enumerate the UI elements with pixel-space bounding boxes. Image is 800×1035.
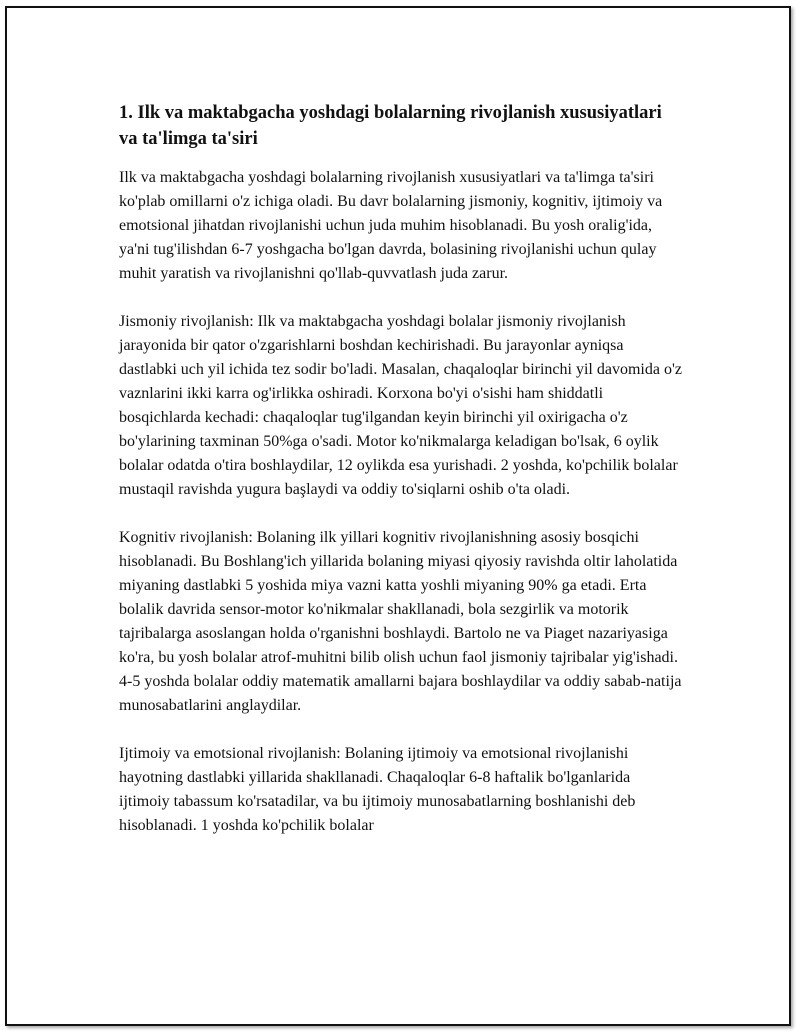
paragraph-social-emotional-development: Ijtimoiy va emotsional rivojlanish: Bolaning ijtimoiy va emotsional rivojlanishi hayotning dastlabki yillarida shakllanadi. Chaqaloqlar 6-8 haftalik bo'lganlarida ijtimoiy tabassum ko'rsatadilar, va bu ijtimoiy munosabatlarning boshlanishi deb hisoblanadi. 1 yoshda ko'pchilik bolalar — [119, 745, 636, 834]
paragraph-intro: Ilk va maktabgacha yoshdagi bolalarning rivojlanish xususiyatlari va ta'limga ta'siri ko'plab omillarni o'z ichiga oladi. Bu davr bolalarning jismoniy, kognitiv, ijtimoiy va emotsional jihatdan rivojlanishi uchun juda muhim hisoblanadi. Bu yosh oralig'ida, ya'ni tug'ilishdan 6-7 yoshgacha bo'lgan davrda, bolasining rivojlanishi uchun qulay muhit yaratish va rivojlanishni qo'llab-quvvatlash juda zarur. — [119, 169, 663, 282]
paragraph-cognitive-development: Kognitiv rivojlanish: Bolaning ilk yillari kognitiv rivojlanishning asosiy bosqichi hisoblanadi. Bu Boshlang'ich yillarida bolaning miyasi qiyosiy ravishda oltir laholatida miyaning dastlabki 5 yoshida miya vazni katta yoshli miyaning 90% ga etadi. Erta bolalik davrida sensor-motor ko'nikmalar shakllanadi, bola sezgirlik va motorik tajribalarga asoslangan holda o'rganishni boshlaydi. Bartolo ne va Piaget nazariyasiga ko'ra, bu yosh bolalar atrof-muhitni bilib olish uchun faol jismoniy tajribalar yig'ishadi. 4-5 yoshda bolalar oddiy matematik amallarni bajara boshlaydilar va oddiy sabab-natija munosabatlarini anglaydilar. — [119, 529, 682, 714]
document-page — [5, 6, 791, 1026]
document-body — [119, 100, 684, 838]
paragraph-physical-development: Jismoniy rivojlanish: Ilk va maktabgacha yoshdagi bolalar jismoniy rivojlanish jarayonida bir qator o'zgarishlarni boshdan kechirishadi. Bu jarayonlar ayniqsa dastlabki uch yil ichida tez sodir bo'ladi. Masalan, chaqaloqlar birinchi yil davomida o'z vaznlarini ikki karra og'irlikka oshiradi. Korxona bo'yi o'sishi ham shiddatli bosqichlarda kechadi: chaqaloqlar tug'ilgandan keyin birinchi yil oxirigacha o'z bo'ylarining taxminan 50%ga o'sadi. Motor ko'nikmalarga keladigan bo'lsak, 6 oylik bolalar odatda o'tira boshlaydilar, 12 oylikda esa yurishadi. 2 yoshda, ko'pchilik bolalar mustaqil ravishda yugura başlaydi va oddiy to'siqlarni oshib o'ta oladi. — [119, 313, 682, 498]
document-title: 1. Ilk va maktabgacha yoshdagi bolalarning rivojlanish xususiyatlari va ta'limga ta'siri — [119, 103, 662, 149]
